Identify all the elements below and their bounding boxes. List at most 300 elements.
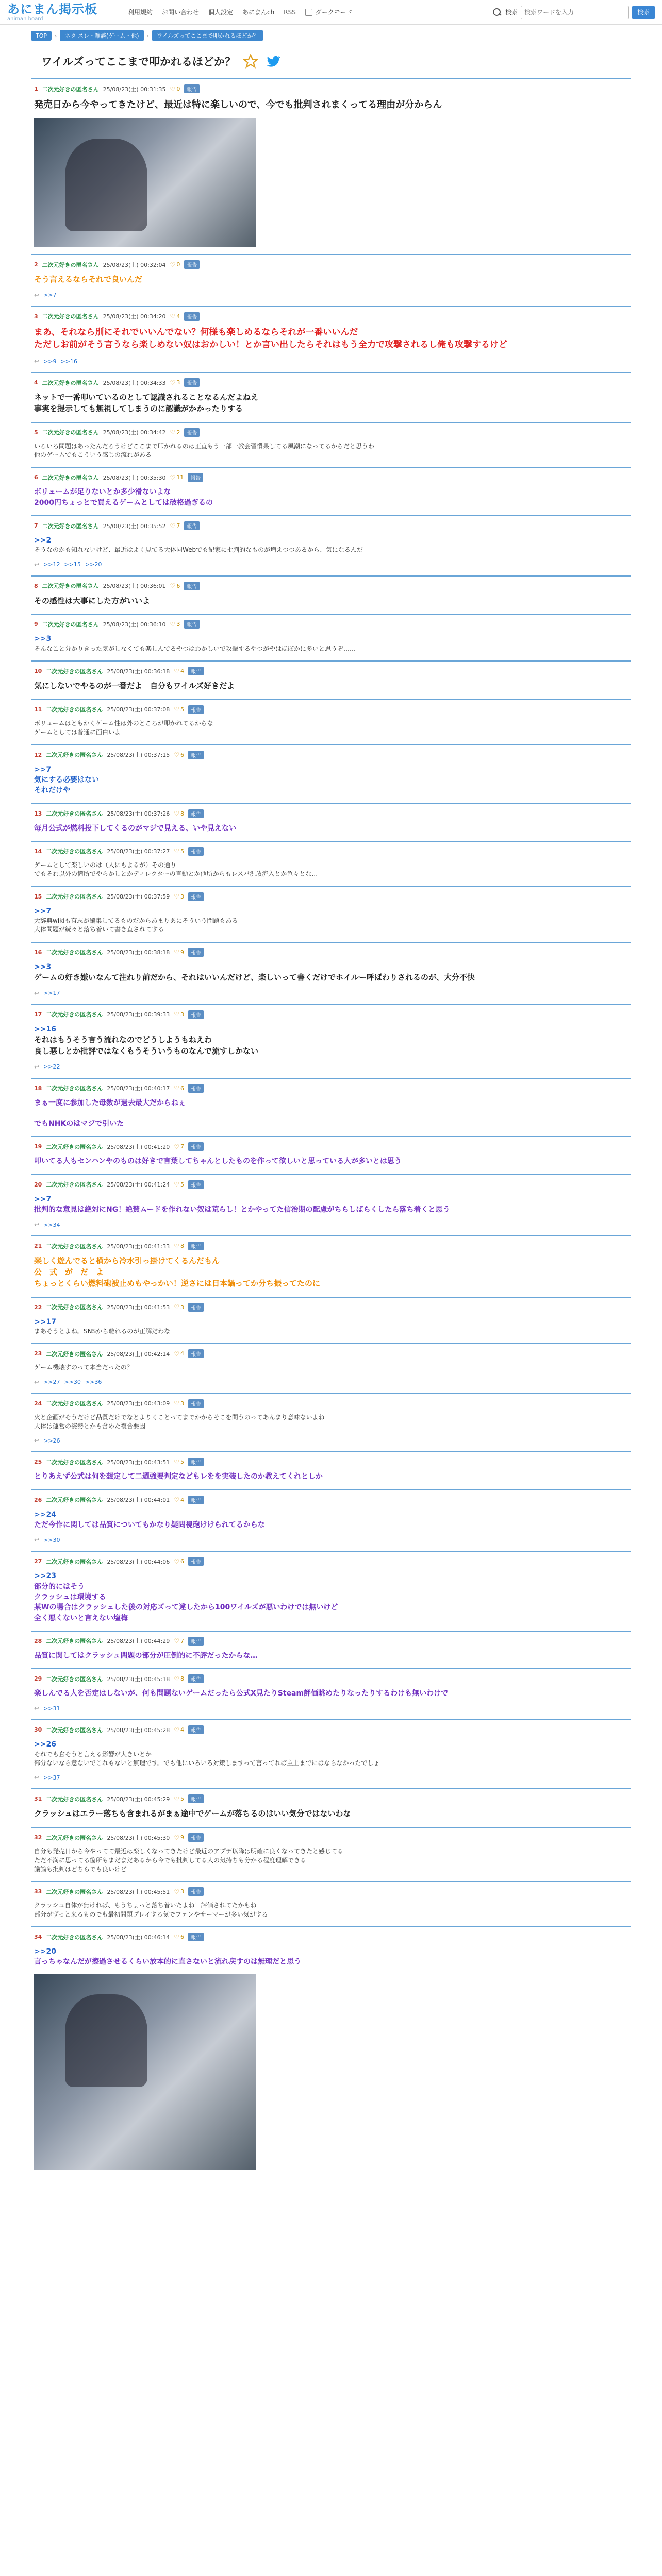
post-text-line: 毎月公式が燃料投下してくるのがマジで見える、いや見えない <box>34 824 236 833</box>
post-text-line: そうなのかも知れないけど、最近はよく見てる大体同Webでも紀家に批判的なものが増えつつあるから、気になるんだ <box>34 546 363 554</box>
heart-icon: ♡ <box>174 1143 179 1150</box>
report-button[interactable]: 報告 <box>188 1010 204 1019</box>
nav-settings[interactable]: 個人設定 <box>208 9 234 16</box>
post-number[interactable]: 18 <box>34 1084 42 1092</box>
reply-link[interactable]: >>22 <box>43 1063 60 1071</box>
post-header <box>34 1349 628 1358</box>
poster-name: 二次元好きの匿名さん <box>46 1459 103 1466</box>
like-button[interactable] <box>174 751 184 758</box>
post-number[interactable]: 25 <box>34 1459 42 1466</box>
like-button[interactable] <box>174 706 184 713</box>
post-text-line: 大体は運営の姿勢とかも含めた複合要因 <box>34 1422 146 1430</box>
post-date: 25/08/23(土) 00:35:52 <box>103 522 166 530</box>
post-header <box>34 1010 628 1019</box>
post <box>31 1788 631 1827</box>
post-number[interactable]: 4 <box>34 379 38 386</box>
post-body <box>34 1946 628 1968</box>
post-date: 25/08/23(土) 00:41:33 <box>107 1243 170 1250</box>
post-text-line: それだけや <box>34 786 70 795</box>
reply-icon: ↩ <box>34 1221 40 1229</box>
breadcrumb-top[interactable]: TOP <box>31 31 52 41</box>
quote-anchor[interactable]: >>7 <box>34 907 52 916</box>
search-icon <box>492 7 502 18</box>
post-number[interactable]: 12 <box>34 751 42 758</box>
reply-link[interactable]: >>15 <box>64 561 81 568</box>
post-text-line: 事実を提示しても無視してしまうのに認識がかかったりする <box>34 403 243 413</box>
report-button[interactable]: 報告 <box>188 1887 204 1896</box>
like-count: 3 <box>176 379 180 386</box>
post-number[interactable]: 19 <box>34 1143 42 1150</box>
report-button[interactable]: 報告 <box>188 1142 204 1151</box>
post-text-line: 部分的にはそう <box>34 1582 85 1591</box>
post-header <box>34 948 628 957</box>
report-button[interactable]: 報告 <box>188 809 204 818</box>
quote-anchor[interactable]: >>7 <box>34 1195 52 1204</box>
quote-anchor[interactable]: >>23 <box>34 1572 56 1581</box>
heart-icon: ♡ <box>174 1400 179 1408</box>
quote-anchor[interactable]: >>17 <box>34 1317 56 1326</box>
post-number[interactable]: 33 <box>34 1888 42 1895</box>
post-number[interactable]: 16 <box>34 948 42 956</box>
post-date: 25/08/23(土) 00:41:20 <box>107 1143 170 1150</box>
report-button[interactable]: 報告 <box>184 620 200 629</box>
post-number[interactable]: 10 <box>34 668 42 675</box>
post <box>31 1136 631 1174</box>
post-text-line: その感性は大事にした方がいいよ <box>34 596 151 605</box>
like-button[interactable] <box>174 1400 184 1407</box>
like-button[interactable] <box>174 1888 184 1895</box>
post-text-line: 叩いてる人もセンハンやのものは好きで言葉してちゃんとしたものを作って欲しいと思っている人が多いとは思う <box>34 1157 402 1166</box>
poster-name: 二次元好きの匿名さん <box>46 1675 103 1683</box>
reply-link[interactable]: >>37 <box>43 1774 60 1781</box>
reply-icon: ↩ <box>34 1774 40 1782</box>
post <box>31 575 631 614</box>
report-button[interactable]: 報告 <box>188 1242 204 1250</box>
post-date: 25/08/23(土) 00:34:42 <box>103 429 166 436</box>
like-button[interactable] <box>174 668 184 675</box>
post-body <box>34 1739 628 1768</box>
reply-link[interactable]: >>7 <box>43 292 57 299</box>
like-count: 3 <box>180 893 184 900</box>
heart-icon: ♡ <box>174 667 179 675</box>
like-count: 5 <box>180 1181 184 1188</box>
logo-text: あにまん掲示板 <box>7 2 97 16</box>
report-button[interactable]: 報告 <box>184 428 200 437</box>
like-button[interactable] <box>174 1011 184 1018</box>
like-button[interactable] <box>174 1303 184 1311</box>
post-body <box>34 823 628 834</box>
post-date: 25/08/23(土) 00:31:35 <box>103 86 166 93</box>
post-text-line: 楽しく遊んでると横から冷水引っ掛けてくるんだもん <box>34 1256 220 1266</box>
like-button[interactable] <box>170 621 180 628</box>
post <box>31 254 631 306</box>
post-header <box>34 1496 628 1504</box>
post <box>31 306 631 372</box>
post-body <box>34 906 628 935</box>
report-button[interactable]: 報告 <box>184 521 200 530</box>
post-number[interactable]: 20 <box>34 1181 42 1188</box>
reply-icon: ↩ <box>34 1705 40 1713</box>
quote-anchor[interactable]: >>26 <box>34 1740 56 1749</box>
reply-link[interactable]: >>26 <box>43 1437 60 1444</box>
post-header <box>34 1557 628 1566</box>
post-date: 25/08/23(土) 00:46:14 <box>107 1934 170 1941</box>
poster-name: 二次元好きの匿名さん <box>46 1400 103 1408</box>
like-button[interactable] <box>174 1084 184 1092</box>
like-button[interactable] <box>174 1350 184 1358</box>
heart-icon: ♡ <box>174 1637 179 1645</box>
report-button[interactable]: 報告 <box>184 84 200 93</box>
post-text-line: ゲームとしては普通に面白いよ <box>34 728 121 736</box>
reply-link[interactable]: >>34 <box>43 1221 60 1228</box>
post <box>31 942 631 1004</box>
post-header <box>34 378 628 387</box>
post-text-line: ただ今作に関しては品質についてもかなり疑問視砲けけられてるからな <box>34 1521 265 1530</box>
reply-link[interactable]: >>9 <box>43 358 57 365</box>
post-text-line: 火と企画がそうだけど品質だけでなとよりくことってまでかからそこを問うのってあんまり意味ないよね <box>34 1413 325 1421</box>
post-number[interactable]: 9 <box>34 621 38 628</box>
like-button[interactable] <box>174 1637 184 1645</box>
like-button[interactable] <box>170 429 180 436</box>
post <box>31 1489 631 1551</box>
report-button[interactable]: 報告 <box>188 473 203 482</box>
post-number[interactable]: 24 <box>34 1400 42 1407</box>
post-number[interactable]: 32 <box>34 1834 42 1841</box>
post-number[interactable]: 21 <box>34 1243 42 1250</box>
post-body <box>34 596 628 607</box>
post-header <box>34 751 628 759</box>
reply-link[interactable]: >>31 <box>43 1705 60 1712</box>
post-body <box>34 1413 628 1431</box>
report-button[interactable]: 報告 <box>188 1303 204 1312</box>
heart-icon: ♡ <box>170 582 176 590</box>
poster-name: 二次元好きの匿名さん <box>46 1143 103 1150</box>
post-number[interactable]: 29 <box>34 1675 42 1683</box>
reply-link[interactable]: >>17 <box>43 990 60 997</box>
post-text-line: 他のゲームでもこういう感じの流れがある <box>34 451 152 459</box>
post-text-line: ゲームの好き嫌いなんて注れり前だから、それはいいんだけど、楽しいって書くだけでホイルー呼ばわりされるのが、大分不快 <box>34 973 475 982</box>
post-text-line: ゲームとして楽しいのは（人にもよるが）その通り <box>34 861 177 869</box>
post-number[interactable]: 34 <box>34 1934 42 1941</box>
like-button[interactable] <box>174 848 184 855</box>
like-button[interactable] <box>170 86 180 93</box>
post-header <box>34 1933 628 1941</box>
post <box>31 1393 631 1452</box>
post-text-line: まぁ一度に参加した母数が過去最大だからねぇ <box>34 1098 186 1107</box>
report-button[interactable]: 報告 <box>184 260 200 269</box>
post-date: 25/08/23(土) 00:37:27 <box>107 848 170 855</box>
post-header <box>34 582 628 590</box>
post-body <box>34 681 628 692</box>
post-number[interactable]: 5 <box>34 429 38 436</box>
like-count: 5 <box>180 706 184 713</box>
like-button[interactable] <box>174 1459 184 1466</box>
post-text-line: そんなこと分かりきった気がしなくても楽しんでるやつはわかしいで攻撃するやつがやはほぼかに多いと思うぞ…… <box>34 645 356 652</box>
star-icon[interactable] <box>243 54 258 69</box>
post-number[interactable]: 2 <box>34 261 38 268</box>
like-button[interactable] <box>170 522 180 530</box>
post-number[interactable]: 11 <box>34 706 42 713</box>
bird-icon[interactable] <box>266 54 281 69</box>
dark-mode-checkbox[interactable] <box>305 9 312 16</box>
post-header <box>34 260 628 269</box>
post-text-line: 言っちゃなんだが擦過させるくらい放本的に直さないと流れ戻すのは無理だと思う <box>34 1958 301 1967</box>
poster-name: 二次元好きの匿名さん <box>46 1795 103 1803</box>
reply-link[interactable]: >>30 <box>64 1379 81 1386</box>
quote-anchor[interactable]: >>24 <box>34 1510 56 1519</box>
post-date: 25/08/23(土) 00:37:15 <box>107 752 170 759</box>
quote-anchor[interactable]: >>2 <box>34 536 52 545</box>
report-button[interactable]: 報告 <box>188 751 204 759</box>
post-list <box>31 78 631 2177</box>
report-button[interactable]: 報告 <box>188 1674 204 1683</box>
like-count: 0 <box>176 261 180 268</box>
post <box>31 1343 631 1393</box>
poster-name: 二次元好きの匿名さん <box>46 1181 103 1189</box>
search-input[interactable] <box>521 6 629 19</box>
like-button[interactable] <box>170 582 180 589</box>
quote-anchor[interactable]: >>7 <box>34 765 52 774</box>
post-number[interactable]: 26 <box>34 1496 42 1503</box>
like-count: 4 <box>176 313 180 320</box>
report-button[interactable]: 報告 <box>188 1496 204 1504</box>
like-button[interactable] <box>174 1243 184 1250</box>
post-number[interactable]: 6 <box>34 474 38 481</box>
post-number[interactable]: 17 <box>34 1011 42 1018</box>
post-number[interactable]: 22 <box>34 1303 42 1311</box>
like-button[interactable] <box>174 1795 184 1803</box>
post-number[interactable]: 13 <box>34 810 42 817</box>
heart-icon: ♡ <box>174 1933 179 1941</box>
post-date: 25/08/23(土) 00:37:26 <box>107 810 170 818</box>
report-button[interactable]: 報告 <box>184 582 200 590</box>
post-text-line: それでも倉そうと言える影響が大きいとか <box>34 1750 152 1758</box>
like-button[interactable] <box>174 948 184 956</box>
post-number[interactable]: 3 <box>34 313 38 320</box>
post-date: 25/08/23(土) 00:41:24 <box>107 1181 170 1189</box>
like-count: 8 <box>180 1675 184 1683</box>
reply-link[interactable]: >>16 <box>60 358 77 365</box>
post-header <box>34 1303 628 1312</box>
thread-container <box>31 46 631 2177</box>
quote-anchor[interactable]: >>16 <box>34 1025 56 1033</box>
report-button[interactable]: 報告 <box>188 1637 204 1646</box>
report-button[interactable]: 報告 <box>188 1180 204 1189</box>
post-header <box>34 847 628 856</box>
post <box>31 660 631 699</box>
like-count: 5 <box>180 848 184 855</box>
like-count: 8 <box>180 1243 184 1250</box>
reply-links <box>34 990 628 997</box>
like-button[interactable] <box>174 1143 184 1150</box>
like-count: 4 <box>180 668 184 675</box>
post-number[interactable]: 1 <box>34 86 38 92</box>
like-button[interactable] <box>174 1834 184 1841</box>
like-button[interactable] <box>174 1181 184 1188</box>
like-button[interactable] <box>174 1558 184 1565</box>
post-header <box>34 809 628 818</box>
report-button[interactable]: 報告 <box>188 1399 204 1408</box>
poster-name: 二次元好きの匿名さん <box>46 1085 103 1092</box>
like-count: 0 <box>176 86 180 92</box>
reply-icon: ↩ <box>34 1378 40 1386</box>
like-button[interactable] <box>170 474 184 481</box>
report-button[interactable]: 報告 <box>188 705 204 714</box>
post-body <box>34 1256 628 1289</box>
like-button[interactable] <box>174 1726 184 1734</box>
post-text-line: でもそれ以外の箇所でやらかしとかディレクターの言動とか他所からもレスパ況放流入とか色々とな… <box>34 870 318 878</box>
like-button[interactable] <box>170 313 180 320</box>
post-image[interactable] <box>34 1974 256 2170</box>
report-button[interactable]: 報告 <box>188 1349 204 1358</box>
report-button[interactable]: 報告 <box>188 667 204 675</box>
post-number[interactable]: 23 <box>34 1350 42 1358</box>
nav-animanch[interactable]: あにまんch <box>242 9 275 16</box>
heart-icon: ♡ <box>170 620 176 628</box>
post-date: 25/08/23(土) 00:44:06 <box>107 1558 170 1565</box>
header-nav <box>128 8 352 16</box>
report-button[interactable]: 報告 <box>188 1557 204 1566</box>
post-text-line: 気にしないでやるのが一番だよ 自分もワイルズ好きだよ <box>34 681 235 691</box>
reply-link[interactable]: >>27 <box>43 1379 60 1386</box>
reply-link[interactable]: >>20 <box>85 561 102 568</box>
like-button[interactable] <box>170 261 180 268</box>
poster-name: 二次元好きの匿名さん <box>46 1350 103 1358</box>
post-header <box>34 1142 628 1151</box>
report-button[interactable]: 報告 <box>188 1725 204 1734</box>
post-body <box>34 1571 628 1623</box>
breadcrumb-thread[interactable]: ワイルズってここまで叩かれるほどか？ <box>152 30 263 41</box>
post-image[interactable] <box>34 118 256 247</box>
post <box>31 1881 631 1926</box>
post-text-line: ゲーム機壊すのって本当だったの？ <box>34 1364 133 1371</box>
post <box>31 422 631 467</box>
post-text-line: 気にする必要はない <box>34 775 99 784</box>
post-number[interactable]: 15 <box>34 893 42 900</box>
post-body <box>34 1808 628 1820</box>
like-count: 4 <box>180 1726 184 1734</box>
like-count: 3 <box>180 1400 184 1407</box>
poster-name: 二次元好きの匿名さん <box>46 1726 103 1734</box>
like-button[interactable] <box>174 893 184 900</box>
reply-links <box>34 561 628 568</box>
poster-name: 二次元好きの匿名さん <box>42 379 99 386</box>
heart-icon: ♡ <box>170 522 176 530</box>
like-button[interactable] <box>174 1496 184 1503</box>
like-button[interactable] <box>174 1934 184 1941</box>
report-button[interactable]: 報告 <box>188 1833 204 1842</box>
post-number[interactable]: 27 <box>34 1558 42 1565</box>
post-text-line: ただ不満に思ってる箇所もまだまだあるから今でも批判してる人の気持ちも分かる程度理解できる <box>34 1856 307 1864</box>
report-button[interactable]: 報告 <box>188 1458 204 1466</box>
post-text-line: ボリュームが足りないとか多少滑ないよな <box>34 488 171 497</box>
reply-link[interactable]: >>30 <box>43 1536 60 1544</box>
post-body <box>34 442 628 460</box>
quote-anchor[interactable]: >>20 <box>34 1947 56 1956</box>
report-button[interactable]: 報告 <box>188 1084 204 1093</box>
report-button[interactable]: 報告 <box>188 1794 204 1803</box>
reply-link[interactable]: >>12 <box>43 561 60 568</box>
post-header <box>34 667 628 675</box>
post-number[interactable]: 7 <box>34 522 38 529</box>
thread-header <box>31 46 631 78</box>
reply-icon: ↩ <box>34 1063 40 1071</box>
like-count: 3 <box>180 1011 184 1018</box>
reply-links <box>34 1774 628 1781</box>
post-text-line: 部分ないなら意ないでこれもないと無理です。でも他にいろいろ対策しますって言ってれば主上までにはならなかったでしょ <box>34 1759 380 1767</box>
post-number[interactable]: 8 <box>34 582 38 589</box>
like-count: 3 <box>176 621 180 628</box>
post-date: 25/08/23(土) 00:37:59 <box>107 893 170 901</box>
post-date: 25/08/23(土) 00:45:28 <box>107 1726 170 1734</box>
post-number[interactable]: 14 <box>34 848 42 855</box>
post-header <box>34 1180 628 1189</box>
report-button[interactable]: 報告 <box>188 1933 204 1941</box>
breadcrumb <box>0 25 662 46</box>
post-number[interactable]: 30 <box>34 1726 42 1734</box>
like-count: 5 <box>180 1459 184 1466</box>
post-text-line: そう言えるならそれで良いんだ <box>34 275 143 284</box>
post-text-line: 自分も発売日から今やってて最近は楽しくなってきたけど最近のアプデ以降は明確に良くなってきたと感じてる <box>34 1848 344 1855</box>
post-body <box>34 861 628 879</box>
quote-anchor[interactable]: >>3 <box>34 635 52 643</box>
heart-icon: ♡ <box>174 1726 179 1734</box>
post-date: 25/08/23(土) 00:36:18 <box>107 668 170 675</box>
post-date: 25/08/23(土) 00:36:10 <box>103 621 166 628</box>
nav-contact[interactable]: お問い合わせ <box>162 9 200 16</box>
report-button[interactable]: 報告 <box>184 378 200 387</box>
like-count: 8 <box>180 810 184 817</box>
post-header <box>34 1674 628 1683</box>
like-count: 7 <box>180 1143 184 1150</box>
like-button[interactable] <box>174 810 184 817</box>
post-header <box>34 1084 628 1093</box>
post-number[interactable]: 31 <box>34 1795 42 1803</box>
poster-name: 二次元好きの匿名さん <box>46 1558 103 1565</box>
top-bar <box>0 0 662 25</box>
post-body <box>34 1194 628 1215</box>
post-date: 25/08/23(土) 00:45:18 <box>107 1675 170 1683</box>
heart-icon: ♡ <box>174 893 179 901</box>
search-area <box>492 6 655 19</box>
post-body <box>34 1847 628 1874</box>
heart-icon: ♡ <box>174 948 179 956</box>
like-button[interactable] <box>174 1675 184 1683</box>
nav-rss[interactable]: RSS <box>284 8 296 16</box>
breadcrumb-category[interactable]: ネタ スレ・雑談(ゲーム・他) <box>60 30 143 41</box>
report-button[interactable]: 報告 <box>188 892 204 901</box>
quote-anchor[interactable]: >>3 <box>34 962 52 971</box>
dark-mode-toggle[interactable] <box>305 8 353 16</box>
site-logo[interactable] <box>7 3 110 22</box>
report-button[interactable]: 報告 <box>188 948 204 957</box>
post-header <box>34 312 628 321</box>
like-button[interactable] <box>170 379 180 386</box>
reply-link[interactable]: >>36 <box>85 1379 102 1386</box>
report-button[interactable]: 報告 <box>184 312 200 321</box>
post-number[interactable]: 28 <box>34 1637 42 1645</box>
post-body <box>34 1098 628 1129</box>
post-text-line: 品質に関してはクラッシュ問題の部分が圧倒的に不評だったからな… <box>34 1651 258 1660</box>
post-date: 25/08/23(土) 00:36:01 <box>103 583 166 590</box>
search-button[interactable]: 検索 <box>632 6 655 19</box>
post-body <box>34 392 628 415</box>
report-button[interactable]: 報告 <box>188 847 204 856</box>
poster-name: 二次元好きの匿名さん <box>46 668 103 675</box>
nav-terms[interactable]: 利用規約 <box>128 9 153 16</box>
post <box>31 744 631 803</box>
post-text-line: 良し悪しとか批評ではなくもうそういうものなんで流すしかない <box>34 1046 259 1056</box>
